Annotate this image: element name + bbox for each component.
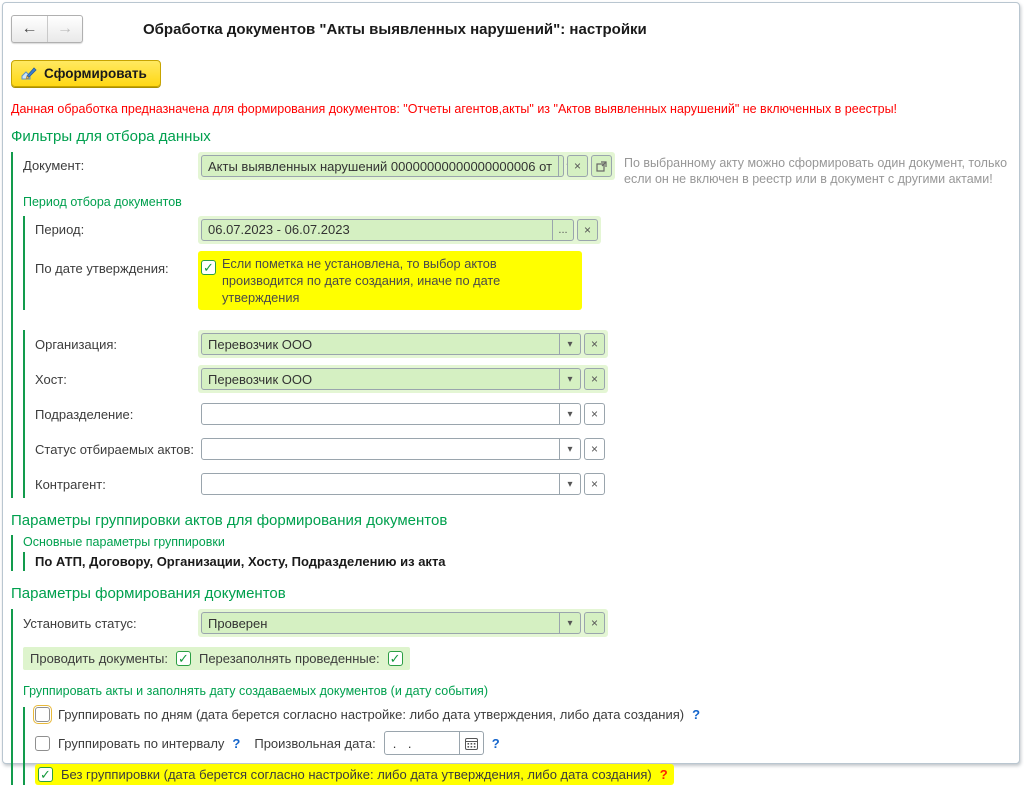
set-status-value: Проверен bbox=[208, 615, 268, 631]
host-input[interactable] bbox=[201, 368, 581, 390]
clear-glyph: × bbox=[590, 442, 598, 457]
clear-glyph: × bbox=[590, 616, 598, 631]
post-documents-checkbox[interactable] bbox=[176, 651, 191, 666]
period-row bbox=[35, 216, 1011, 244]
period-group bbox=[23, 216, 1011, 311]
generate-icon bbox=[21, 67, 37, 81]
contractor-field-wrap bbox=[198, 470, 608, 498]
check-icon: ✓ bbox=[178, 651, 189, 667]
no-grouping-highlight bbox=[35, 764, 674, 785]
post-documents-bar bbox=[23, 647, 410, 670]
generate-button[interactable] bbox=[11, 60, 161, 87]
date-grouping-header: Группировать акты и заполнять дату создаваемых документов (и дату события) bbox=[23, 684, 488, 699]
clear-icon[interactable] bbox=[577, 219, 598, 241]
check-icon: ✓ bbox=[389, 651, 401, 667]
host-label: Хост: bbox=[35, 371, 67, 387]
division-field-wrap bbox=[198, 400, 608, 428]
clear-icon[interactable] bbox=[584, 403, 605, 425]
organization-input[interactable] bbox=[201, 333, 581, 355]
set-status-input[interactable] bbox=[201, 612, 581, 634]
group-by-interval-checkbox[interactable] bbox=[35, 736, 50, 751]
group-by-days-help-link[interactable]: ? bbox=[692, 707, 701, 723]
toolbar bbox=[11, 60, 1011, 87]
host-row bbox=[35, 365, 1011, 393]
document-row bbox=[23, 152, 1011, 188]
period-label: Период: bbox=[35, 222, 85, 237]
arbitrary-date-input[interactable]: . . bbox=[384, 731, 460, 755]
clear-icon[interactable] bbox=[584, 438, 605, 460]
approval-date-highlight bbox=[198, 251, 582, 311]
post-documents-label: Проводить документы: bbox=[30, 651, 168, 667]
no-grouping-label: Без группировки (дата берется согласно настройке: либо дата утверждения, либо дата создания) bbox=[61, 767, 652, 783]
dropdown-glyph: ▾ bbox=[567, 443, 573, 455]
filters-header: Фильтры для отбора данных bbox=[11, 128, 211, 145]
contractor-label: Контрагент: bbox=[35, 476, 106, 492]
back-icon: ← bbox=[21, 20, 38, 37]
arbitrary-date-label: Произвольная дата: bbox=[254, 735, 376, 751]
refill-posted-checkbox[interactable] bbox=[388, 651, 403, 666]
organization-field-wrap bbox=[198, 330, 608, 358]
arbitrary-date-help-link[interactable]: ? bbox=[491, 735, 500, 751]
organization-row bbox=[35, 330, 1011, 358]
calendar-glyph bbox=[465, 737, 478, 750]
document-field-wrap bbox=[198, 152, 615, 180]
check-icon: ✓ bbox=[203, 259, 214, 275]
clear-glyph: × bbox=[590, 477, 598, 492]
period-value: 06.07.2023 - 06.07.2023 bbox=[208, 222, 350, 237]
clear-icon[interactable] bbox=[584, 473, 605, 495]
forward-icon: → bbox=[57, 20, 73, 37]
clear-glyph: × bbox=[590, 407, 598, 422]
document-hint: По выбранному акту можно сформировать один документ, только если он не включен в реестр или в документ с другими актами! bbox=[624, 156, 1008, 187]
open-icon[interactable] bbox=[591, 155, 612, 177]
grouping-header: Параметры группировки актов для формирования документов bbox=[11, 512, 448, 530]
no-grouping-checkbox[interactable] bbox=[38, 767, 53, 782]
grouping-main-value: По АТП, Договору, Организации, Хосту, Подразделению из акта bbox=[35, 554, 446, 570]
formation-header: Параметры формирования документов bbox=[11, 585, 286, 603]
grouping-main-header: Основные параметры группировки bbox=[23, 535, 225, 550]
calendar-icon[interactable] bbox=[460, 731, 484, 755]
refill-posted-label: Перезаполнять проведенные: bbox=[198, 651, 380, 667]
warning-text: Данная обработка предназначена для формирования документов: "Отчеты агентов,акты" из "Актов выявленных нарушений" не включенных в реестры! bbox=[11, 102, 898, 116]
dropdown-glyph: ▾ bbox=[567, 617, 573, 629]
chevron-down-icon[interactable] bbox=[559, 334, 580, 354]
organization-value: Перевозчик ООО bbox=[208, 336, 313, 352]
document-input[interactable] bbox=[201, 155, 564, 177]
page-title: Обработка документов "Акты выявленных нарушений": настройки bbox=[143, 20, 647, 38]
back-button[interactable] bbox=[12, 16, 47, 42]
no-grouping-help-link[interactable]: ? bbox=[659, 767, 668, 783]
ellipsis-glyph: ... bbox=[558, 223, 568, 236]
group-by-interval-help-link[interactable]: ? bbox=[232, 735, 241, 751]
group-by-days-checkbox[interactable] bbox=[35, 707, 50, 722]
set-status-field-wrap bbox=[198, 609, 608, 637]
history-nav bbox=[11, 15, 83, 43]
dropdown-glyph: ▾ bbox=[567, 373, 573, 385]
period-group-header: Период отбора документов bbox=[23, 194, 182, 209]
dropdown-glyph: ▾ bbox=[567, 478, 573, 490]
period-input[interactable] bbox=[201, 219, 574, 241]
clear-glyph: × bbox=[590, 337, 598, 352]
organization-label: Организация: bbox=[35, 336, 118, 352]
set-status-label: Установить статус: bbox=[23, 615, 137, 631]
chevron-down-icon[interactable] bbox=[559, 439, 580, 459]
set-status-row bbox=[23, 609, 1011, 637]
chevron-down-icon[interactable] bbox=[559, 369, 580, 389]
formation-group bbox=[11, 609, 1011, 785]
grouping-main-group bbox=[23, 552, 1011, 571]
no-grouping-row bbox=[35, 764, 1011, 785]
host-field-wrap bbox=[198, 365, 608, 393]
contractor-input[interactable] bbox=[201, 473, 581, 495]
dropdown-glyph: ▾ bbox=[567, 408, 573, 420]
chevron-down-icon[interactable] bbox=[559, 613, 580, 633]
group-by-interval-label: Группировать по интервалу bbox=[58, 735, 225, 751]
filters-group bbox=[11, 152, 1011, 498]
clear-icon[interactable] bbox=[584, 333, 605, 355]
chevron-down-icon[interactable] bbox=[559, 404, 580, 424]
ellipsis-icon[interactable] bbox=[552, 220, 573, 240]
check-icon: ✓ bbox=[40, 767, 51, 783]
forward-button[interactable] bbox=[47, 16, 82, 42]
clear-icon[interactable] bbox=[584, 368, 605, 390]
contractor-row bbox=[35, 470, 1011, 498]
chevron-down-icon[interactable] bbox=[559, 474, 580, 494]
acts-status-input[interactable] bbox=[201, 438, 581, 460]
acts-status-label: Статус отбираемых актов: bbox=[35, 441, 195, 457]
clear-glyph: × bbox=[573, 159, 581, 173]
group-by-days-label: Группировать по дням (дата берется согласно настройке: либо дата утверждения, либо дата создания) bbox=[58, 707, 685, 723]
approval-date-label: По дате утверждения: bbox=[35, 260, 169, 276]
division-row bbox=[35, 400, 1011, 428]
acts-status-row bbox=[35, 435, 1011, 463]
period-field-wrap bbox=[198, 216, 601, 244]
document-value: Акты выявленных нарушений 00000000000000000006 от bbox=[208, 158, 553, 174]
division-input[interactable] bbox=[201, 403, 581, 425]
clear-icon[interactable] bbox=[584, 612, 605, 634]
dropdown-glyph: ▾ bbox=[567, 338, 573, 350]
approval-date-row bbox=[35, 251, 1011, 311]
approval-date-hint: Если пометка не установлена, то выбор актов производится по дате создания, иначе по дате утверждения bbox=[222, 255, 501, 306]
group-by-interval-row bbox=[35, 731, 1011, 755]
host-value: Перевозчик ООО bbox=[208, 371, 313, 387]
group-by-days-row bbox=[35, 707, 1011, 722]
open-glyph bbox=[596, 161, 607, 172]
division-label: Подразделение: bbox=[35, 406, 134, 422]
arbitrary-date-field-wrap bbox=[384, 731, 484, 755]
form-window bbox=[2, 2, 1020, 783]
org-group bbox=[23, 330, 1011, 498]
generate-button-label: Сформировать bbox=[44, 66, 147, 81]
grouping-group bbox=[11, 535, 1011, 571]
title-bar bbox=[11, 15, 1011, 43]
clear-glyph: × bbox=[583, 222, 591, 237]
date-grouping-group bbox=[23, 707, 1011, 785]
approval-date-checkbox[interactable] bbox=[201, 260, 216, 275]
acts-status-field-wrap bbox=[198, 435, 608, 463]
document-label: Документ: bbox=[23, 158, 85, 173]
clear-glyph: × bbox=[590, 372, 598, 387]
clear-icon[interactable] bbox=[567, 155, 588, 177]
